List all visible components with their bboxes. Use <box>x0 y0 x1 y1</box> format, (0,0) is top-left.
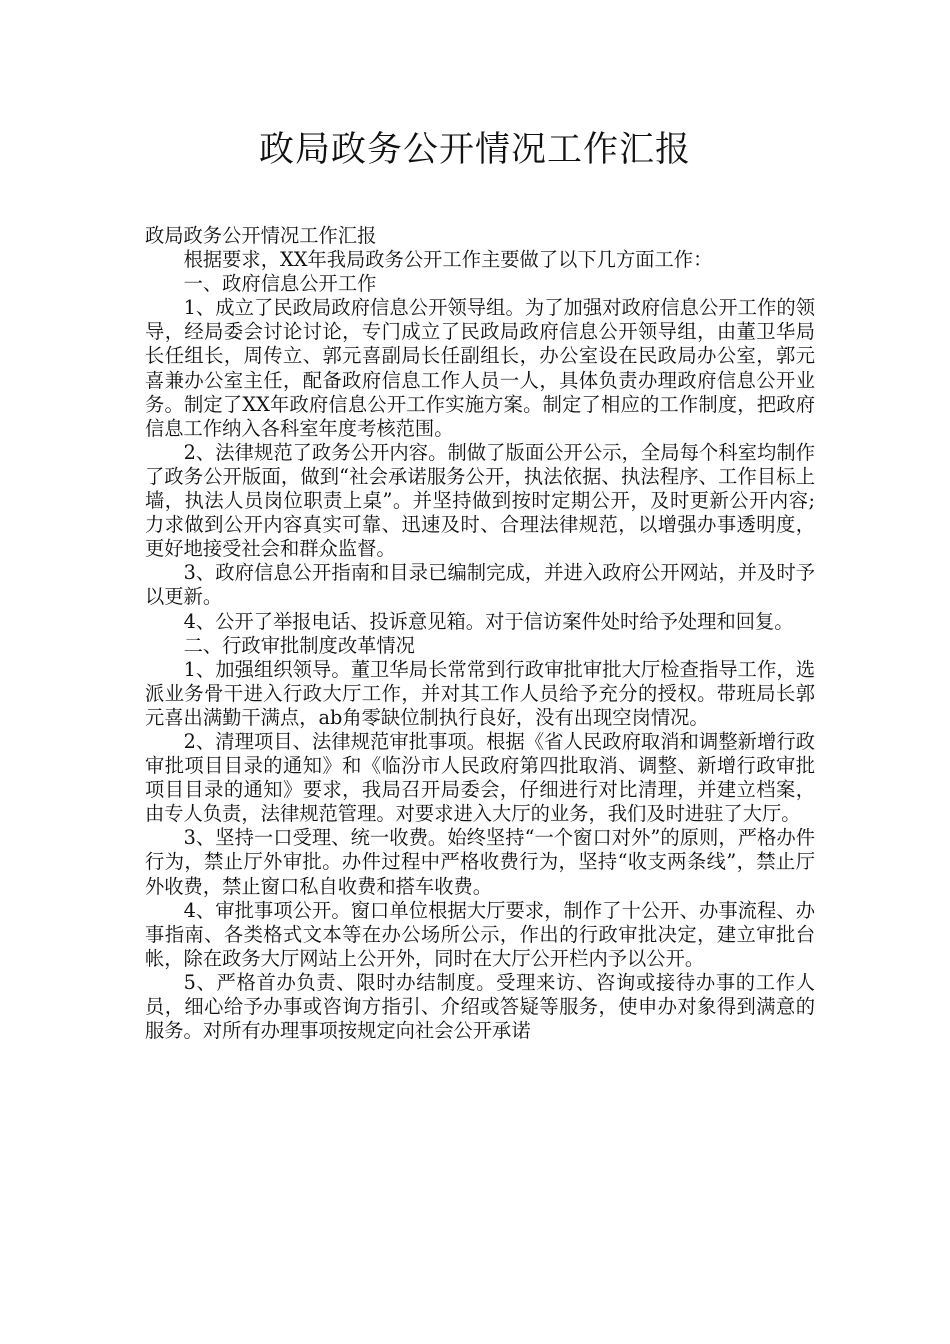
body-paragraph: 2、法律规范了政务公开内容。制做了版面公开公示，全局每个科室均制作了政务公开版面，做到“社会承诺服务公开，执法依据、执法程序、工作目标上墙，执法人员岗位职责上桌”。并坚持做到按时定期公开，及时更新公开内容;力求做到公开内容真实可靠、迅速及时、合理法律规范，以增强办事透明度，更好地接受社会和群众监督。 <box>145 440 815 561</box>
body-paragraph: 2、清理项目、法律规范审批事项。根据《省人民政府取消和调整新增行政审批项目目录的通知》和《临汾市人民政府第四批取消、调整、新增行政审批项目目录的通知》要求，我局召开局委会，仔细进行对比清理，并建立档案，由专人负责，法律规范管理。对要求进入大厅的业务，我们及时进驻了大厅。 <box>145 729 815 826</box>
body-paragraph: 1、成立了民政局政府信息公开领导组。为了加强对政府信息公开工作的领导，经局委会讨论讨论，专门成立了民政局政府信息公开领导组，由董卫华局长任组长，周传立、郭元喜副局长任副组长，办公室设在民政局办公室，郭元喜兼办公室主任，配备政府信息工作人员一人，具体负责办理政府信息公开业务。制定了XX年政府信息公开工作实施方案。制定了相应的工作制度，把政府信息工作纳入各科室年度考核范围。 <box>145 296 815 440</box>
document-subtitle: 政局政务公开情况工作汇报 <box>145 224 377 247</box>
document-title: 政局政务公开情况工作汇报 <box>258 130 691 170</box>
body-paragraph: 1、加强组织领导。董卫华局长常常到行政审批审批大厅检查指导工作，选派业务骨干进入行政大厅工作，并对其工作人员给予充分的授权。带班局长郭元喜出满勤干满点，ab角零缺位制执行良好，没有出现空岗情况。 <box>145 657 815 729</box>
body-paragraph: 4、公开了举报电话、投诉意见箱。对于信访案件处时给予处理和回复。 <box>183 609 794 633</box>
body-paragraph: 3、坚持一口受理、统一收费。始终坚持“一个窗口对外”的原则，严格办件行为，禁止厅外审批。办件过程中严格收费行为，坚持“收支两条线”，禁止厅外收费，禁止窗口私自收费和搭车收费。 <box>145 826 815 898</box>
document-body <box>145 224 815 1043</box>
body-paragraph: 4、审批事项公开。窗口单位根据大厅要求，制作了十公开、办事流程、办事指南、各类格式文本等在办公场所公示，作出的行政审批决定，建立审批台帐，除在政务大厅网站上公开外，同时在大厅公开栏内予以公开。 <box>145 898 815 970</box>
body-paragraph: 根据要求，XX年我局政务公开工作主要做了以下几方面工作： <box>183 248 713 272</box>
body-paragraph: 二、行政审批制度改革情况 <box>183 633 415 657</box>
body-paragraph: 5、严格首办负责、限时办结制度。受理来访、咨询或接待办事的工作人员，细心给予办事或咨询方指引、介绍或答疑等服务，使申办对象得到满意的服务。对所有办理事项按规定向社会公开承诺 <box>145 970 815 1043</box>
body-paragraph: 3、政府信息公开指南和目录已编制完成，并进入政府公开网站，并及时予以更新。 <box>145 561 815 609</box>
body-paragraph: 一、政府信息公开工作 <box>183 272 377 296</box>
